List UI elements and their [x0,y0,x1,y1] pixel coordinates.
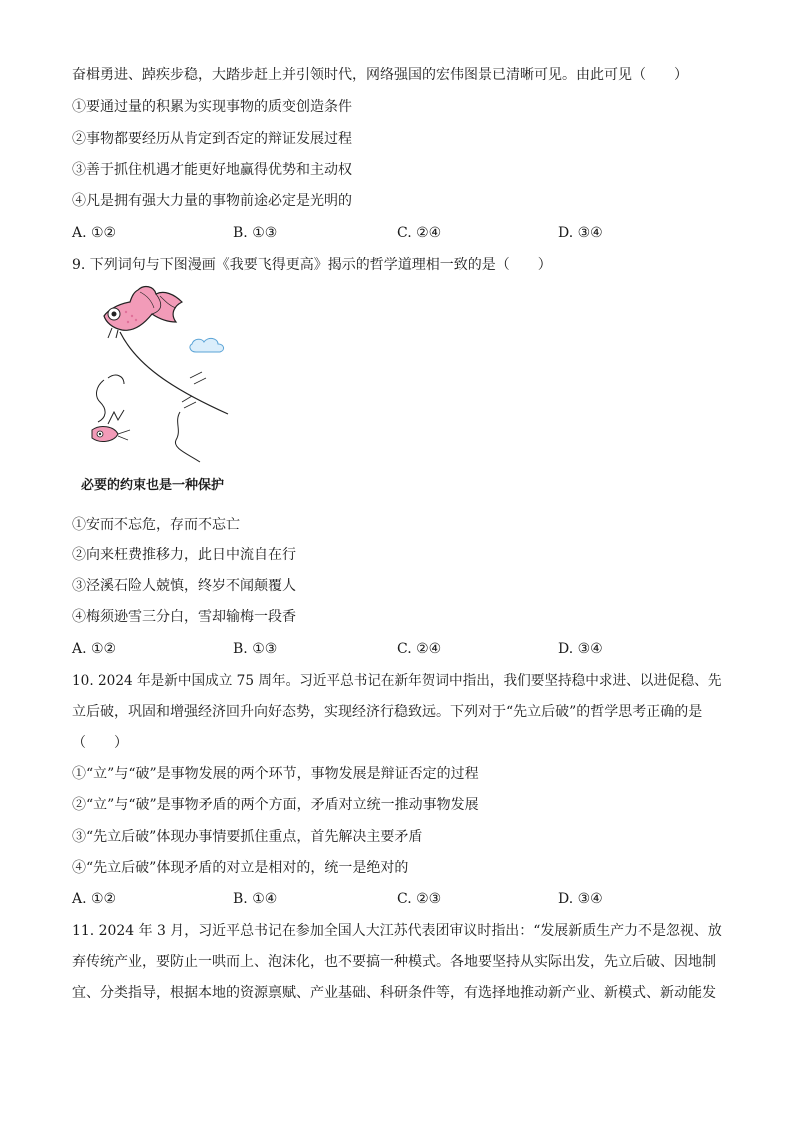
q11-stem-line-1: 11. 2024 年 3 月，习近平总书记在参加全国人大江苏代表团审议时指出：“发展新质生产力不是忽视、放 [72,923,722,939]
q9-stem: 9. 下列词句与下图漫画《我要飞得更高》揭示的哲学道理相一致的是（ ） [72,257,552,273]
q11-stem-line-3: 宜、分类指导，根据本地的资源禀赋、产业基础、科研条件等，有选择地推动新产业、新模式、新动能发 [72,985,716,1001]
q8-option-a: A. ①② [72,225,117,241]
q8-stem-tail: 奋楫勇进、踔疾步稳，大踏步赶上并引领时代，网络强国的宏伟图景已清晰可见。由此可见（ ） [72,67,688,83]
q10-stem-line-3: （ ） [72,735,128,751]
q9-item-2: ②向来枉费推移力，此日中流自在行 [72,547,296,563]
q10-stem-line-1: 10. 2024 年是新中国成立 75 周年。习近平总书记在新年贺词中指出，我们要坚持稳中求进、以进促稳、先 [72,673,722,689]
q9-item-1: ①安而不忘危，存而不忘亡 [72,517,240,533]
q9-option-c: C. ②④ [397,641,442,657]
q10-option-b: B. ①④ [233,891,278,907]
q10-item-1: ①“立”与“破”是事物发展的两个环节，事物发展是辩证否定的过程 [72,766,479,782]
q10-item-3: ③“先立后破”体现办事情要抓住重点，首先解决主要矛盾 [72,829,423,845]
q8-item-2: ②事物都要经历从肯定到否定的辩证发展过程 [72,131,352,147]
cloud-icon [190,338,224,352]
q9-options [72,640,672,658]
q8-option-d: D. ③④ [558,225,603,241]
q11-stem-line-2: 弃传统产业，要防止一哄而上、泡沫化，也不要搞一种模式。各地要坚持从实际出发，先立后破、因地制 [72,954,716,970]
q10-option-d: D. ③④ [558,891,603,907]
q9-item-3: ③泾溪石险人兢慎，终岁不闻颠覆人 [72,578,296,594]
q10-item-2: ②“立”与“破”是事物矛盾的两个方面，矛盾对立统一推动事物发展 [72,797,479,813]
q8-option-c: C. ②④ [397,225,442,241]
cartoon-caption: 必要的约束也是一种保护 [81,478,225,493]
goldfish-kite-icon [104,287,182,338]
q8-item-3: ③善于抓住机遇才能更好地赢得优势和主动权 [72,162,352,178]
q8-item-4: ④凡是拥有强大力量的事物前途必定是光明的 [72,193,352,209]
q8-item-1: ①要通过量的积累为实现事物的质变创造条件 [72,99,352,115]
q9-option-b: B. ①③ [233,641,278,657]
kite-cartoon [78,284,258,470]
q10-stem-line-2: 立后破，巩固和增强经济回升向好态势，实现经济行稳致远。下列对于“先立后破”的哲学思考正确的是 [72,704,703,720]
q9-option-d: D. ③④ [558,641,603,657]
q10-option-a: A. ①② [72,891,117,907]
q8-options [72,224,672,242]
q10-options [72,890,672,908]
q8-option-b: B. ①③ [233,225,278,241]
q9-option-a: A. ①② [72,641,117,657]
q10-option-c: C. ②③ [397,891,442,907]
q10-item-4: ④“先立后破”体现矛盾的对立是相对的，统一是绝对的 [72,860,409,876]
q9-item-4: ④梅须逊雪三分白，雪却输梅一段香 [72,609,296,625]
falling-fish-icon [92,410,130,441]
